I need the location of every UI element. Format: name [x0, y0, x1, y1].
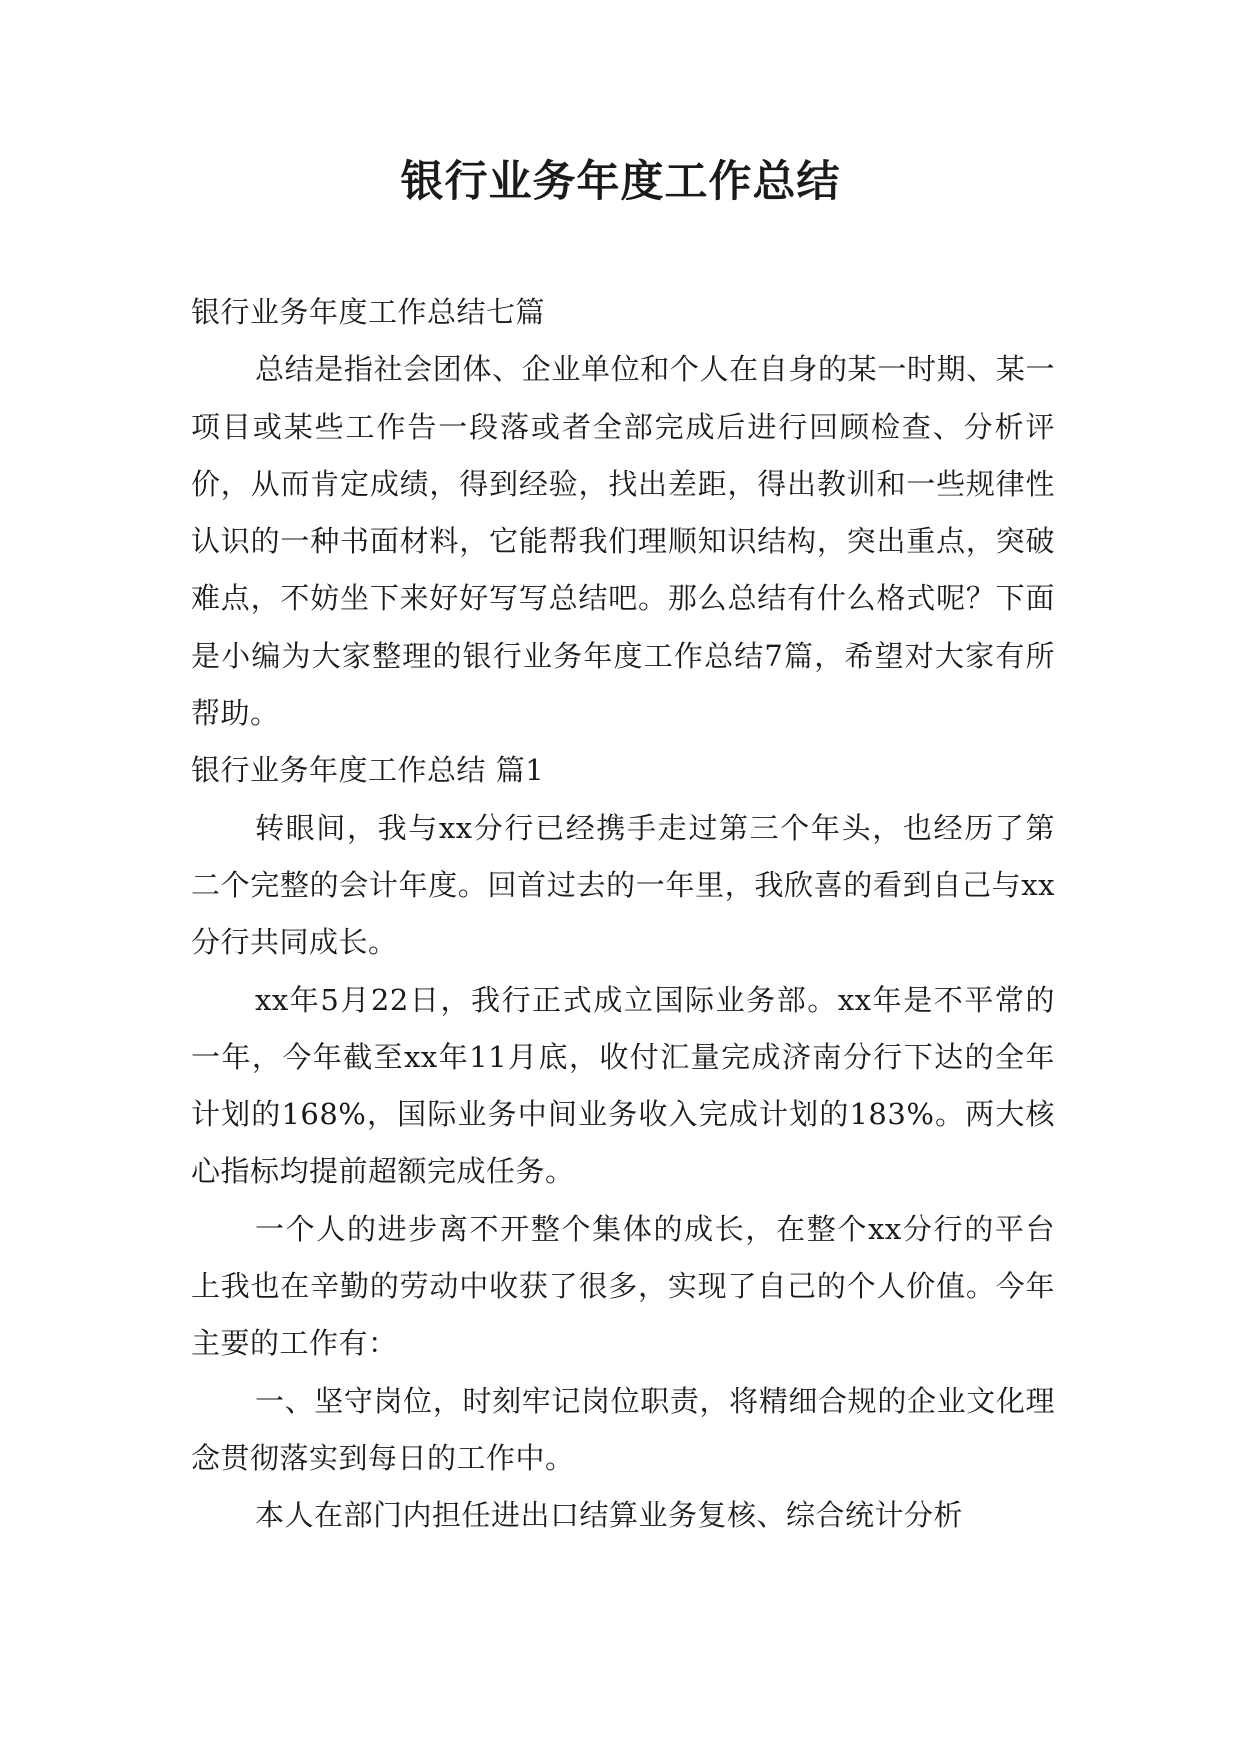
body-paragraph: 转眼间，我与xx分行已经携手走过第三个年头，也经历了第二个完整的会计年度。回首过去的一年里，我欣喜的看到自己与xx分行共同成长。 — [191, 810, 1055, 960]
document-title: 银行业务年度工作总结 — [400, 157, 841, 207]
body-paragraph: 一个人的进步离不开整个集体的成长，在整个xx分行的平台上我也在辛勤的劳动中收获了很多，实现了自己的个人价值。今年主要的工作有： — [191, 1211, 1055, 1361]
document-body — [191, 284, 1055, 1545]
body-paragraph: 本人在部门内担任进出口结算业务复核、综合统计分析 — [255, 1498, 964, 1533]
body-paragraph: 一、坚守岗位，时刻牢记岗位职责，将精细合规的企业文化理念贯彻落实到每日的工作中。 — [191, 1383, 1055, 1475]
body-paragraph: xx年5月22日，我行正式成立国际业务部。xx年是不平常的一年，今年截至xx年11月底，收付汇量完成济南分行下达的全年计划的168%，国际业务中间业务收入完成计划的183%。两大核心指标均提前超额完成任务。 — [191, 982, 1055, 1189]
intro-paragraph: 总结是指社会团体、企业单位和个人在自身的某一时期、某一项目或某些工作告一段落或者全部完成后进行回顾检查、分析评价，从而肯定成绩，得到经验，找出差距，得出教训和一些规律性认识的一种书面材料，它能帮我们理顺知识结构，突出重点，突破难点，不妨坐下来好好写写总结吧。那么总结有什么格式呢？下面是小编为大家整理的银行业务年度工作总结7篇，希望对大家有所帮助。 — [191, 352, 1055, 731]
section-heading-part1: 银行业务年度工作总结 篇1 — [191, 753, 545, 788]
section-heading-intro: 银行业务年度工作总结七篇 — [191, 295, 546, 329]
